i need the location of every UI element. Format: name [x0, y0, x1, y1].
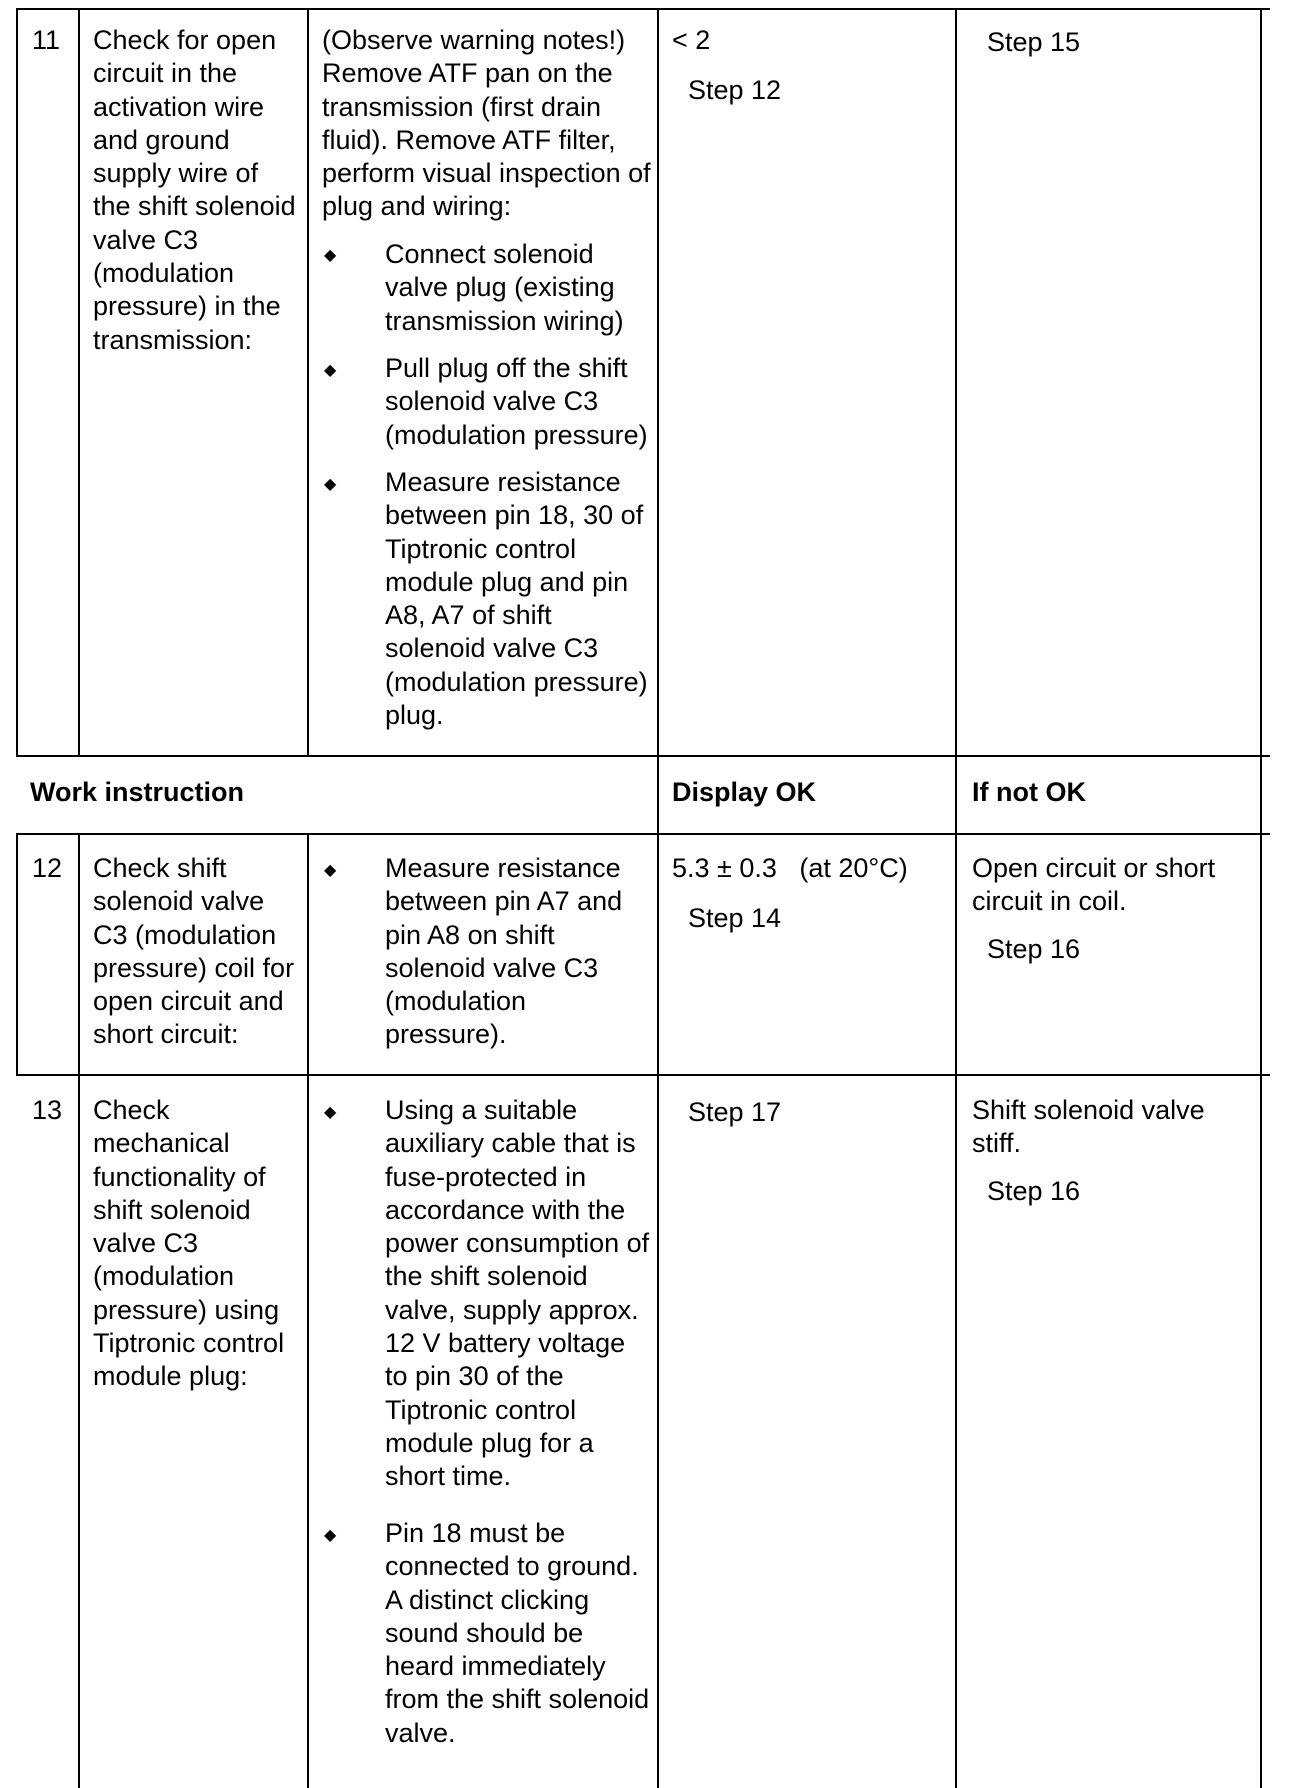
table-rule-header-top — [16, 755, 1270, 757]
not-ok-description: Open circuit or short circuit in coil. — [972, 853, 1216, 917]
bullet-icon: ◆ — [324, 247, 337, 264]
bullet-icon: ◆ — [324, 1527, 337, 1544]
table-rule-header-bottom — [16, 833, 1270, 835]
table-rule-num — [78, 833, 80, 1788]
display-step-link[interactable]: Step 17 — [688, 1097, 782, 1127]
display-step-link[interactable]: Step 12 — [688, 75, 782, 105]
header-display-ok: Display OK — [672, 777, 817, 807]
display-step-link[interactable]: Step 14 — [688, 903, 782, 933]
step-number: 11 — [32, 25, 61, 55]
check-description: Check for open circuit in the activation wire and ground supply wire of the shift solenoid valve C3 (modulation pressure) in the transmission: — [93, 25, 296, 355]
check-description: Check mechanical functionality of shift solenoid valve C3 (modulation pressure) using Tiptronic control module plug: — [93, 1095, 285, 1392]
bullet-icon: ◆ — [324, 1104, 337, 1121]
not-ok-step-link[interactable]: Step 16 — [987, 1176, 1081, 1206]
display-value: 5.3 ± 0.3 (at 20°C) — [672, 853, 908, 883]
table-rule-left — [16, 8, 18, 757]
not-ok-step-link[interactable]: Step 15 — [987, 27, 1081, 57]
work-bullet: Pin 18 must be connected to ground. A distinct clicking sound should be heard immediately from the shift solenoid valve. — [385, 1518, 650, 1748]
work-bullet: Pull plug off the shift solenoid valve C3 (modulation pressure) — [385, 353, 648, 450]
table-rule-notok — [955, 8, 957, 1788]
not-ok-step-link[interactable]: Step 16 — [987, 934, 1081, 964]
work-intro: (Observe warning notes!) Remove ATF pan on the transmission (first drain fluid). Remove ATF filter, perform visual inspection of plug and wiring: — [322, 25, 651, 222]
header-work-instruction: Work instruction — [30, 777, 245, 807]
table-rule-display — [657, 8, 659, 1788]
table-rule-row13-top — [16, 1074, 1270, 1076]
bullet-icon: ◆ — [324, 862, 337, 879]
work-bullet: Using a suitable auxiliary cable that is fuse-protected in accordance with the power consumption of the shift solenoid valve, supply approx. 12 V battery voltage to pin 30 of the Tiptronic control module plug for a short time. — [385, 1095, 650, 1492]
table-rule-check — [307, 8, 309, 757]
not-ok-description: Shift solenoid valve stiff. — [972, 1095, 1205, 1159]
step-number: 12 — [32, 853, 63, 883]
check-description: Check shift solenoid valve C3 (modulation pressure) coil for open circuit and short circuit: — [93, 853, 295, 1050]
bullet-icon: ◆ — [324, 476, 337, 493]
table-rule-top — [16, 8, 1270, 10]
display-value: < 2 — [672, 25, 711, 55]
step-number: 13 — [32, 1095, 63, 1125]
work-bullet: Connect solenoid valve plug (existing transmission wiring) — [385, 239, 624, 336]
work-bullet: Measure resistance between pin 18, 30 of Tiptronic control module plug and pin A8, A7 of shift solenoid valve C3 (modulation pressure) plug. — [385, 467, 648, 731]
table-rule-num — [78, 8, 80, 757]
work-bullet: Measure resistance between pin A7 and pin A8 on shift solenoid valve C3 (modulation pressure). — [385, 853, 623, 1050]
table-rule-check — [307, 833, 309, 1788]
table-rule-left — [16, 833, 18, 1076]
table-rule-right — [1260, 8, 1262, 1788]
bullet-icon: ◆ — [324, 362, 337, 379]
header-if-not-ok: If not OK — [972, 777, 1086, 807]
